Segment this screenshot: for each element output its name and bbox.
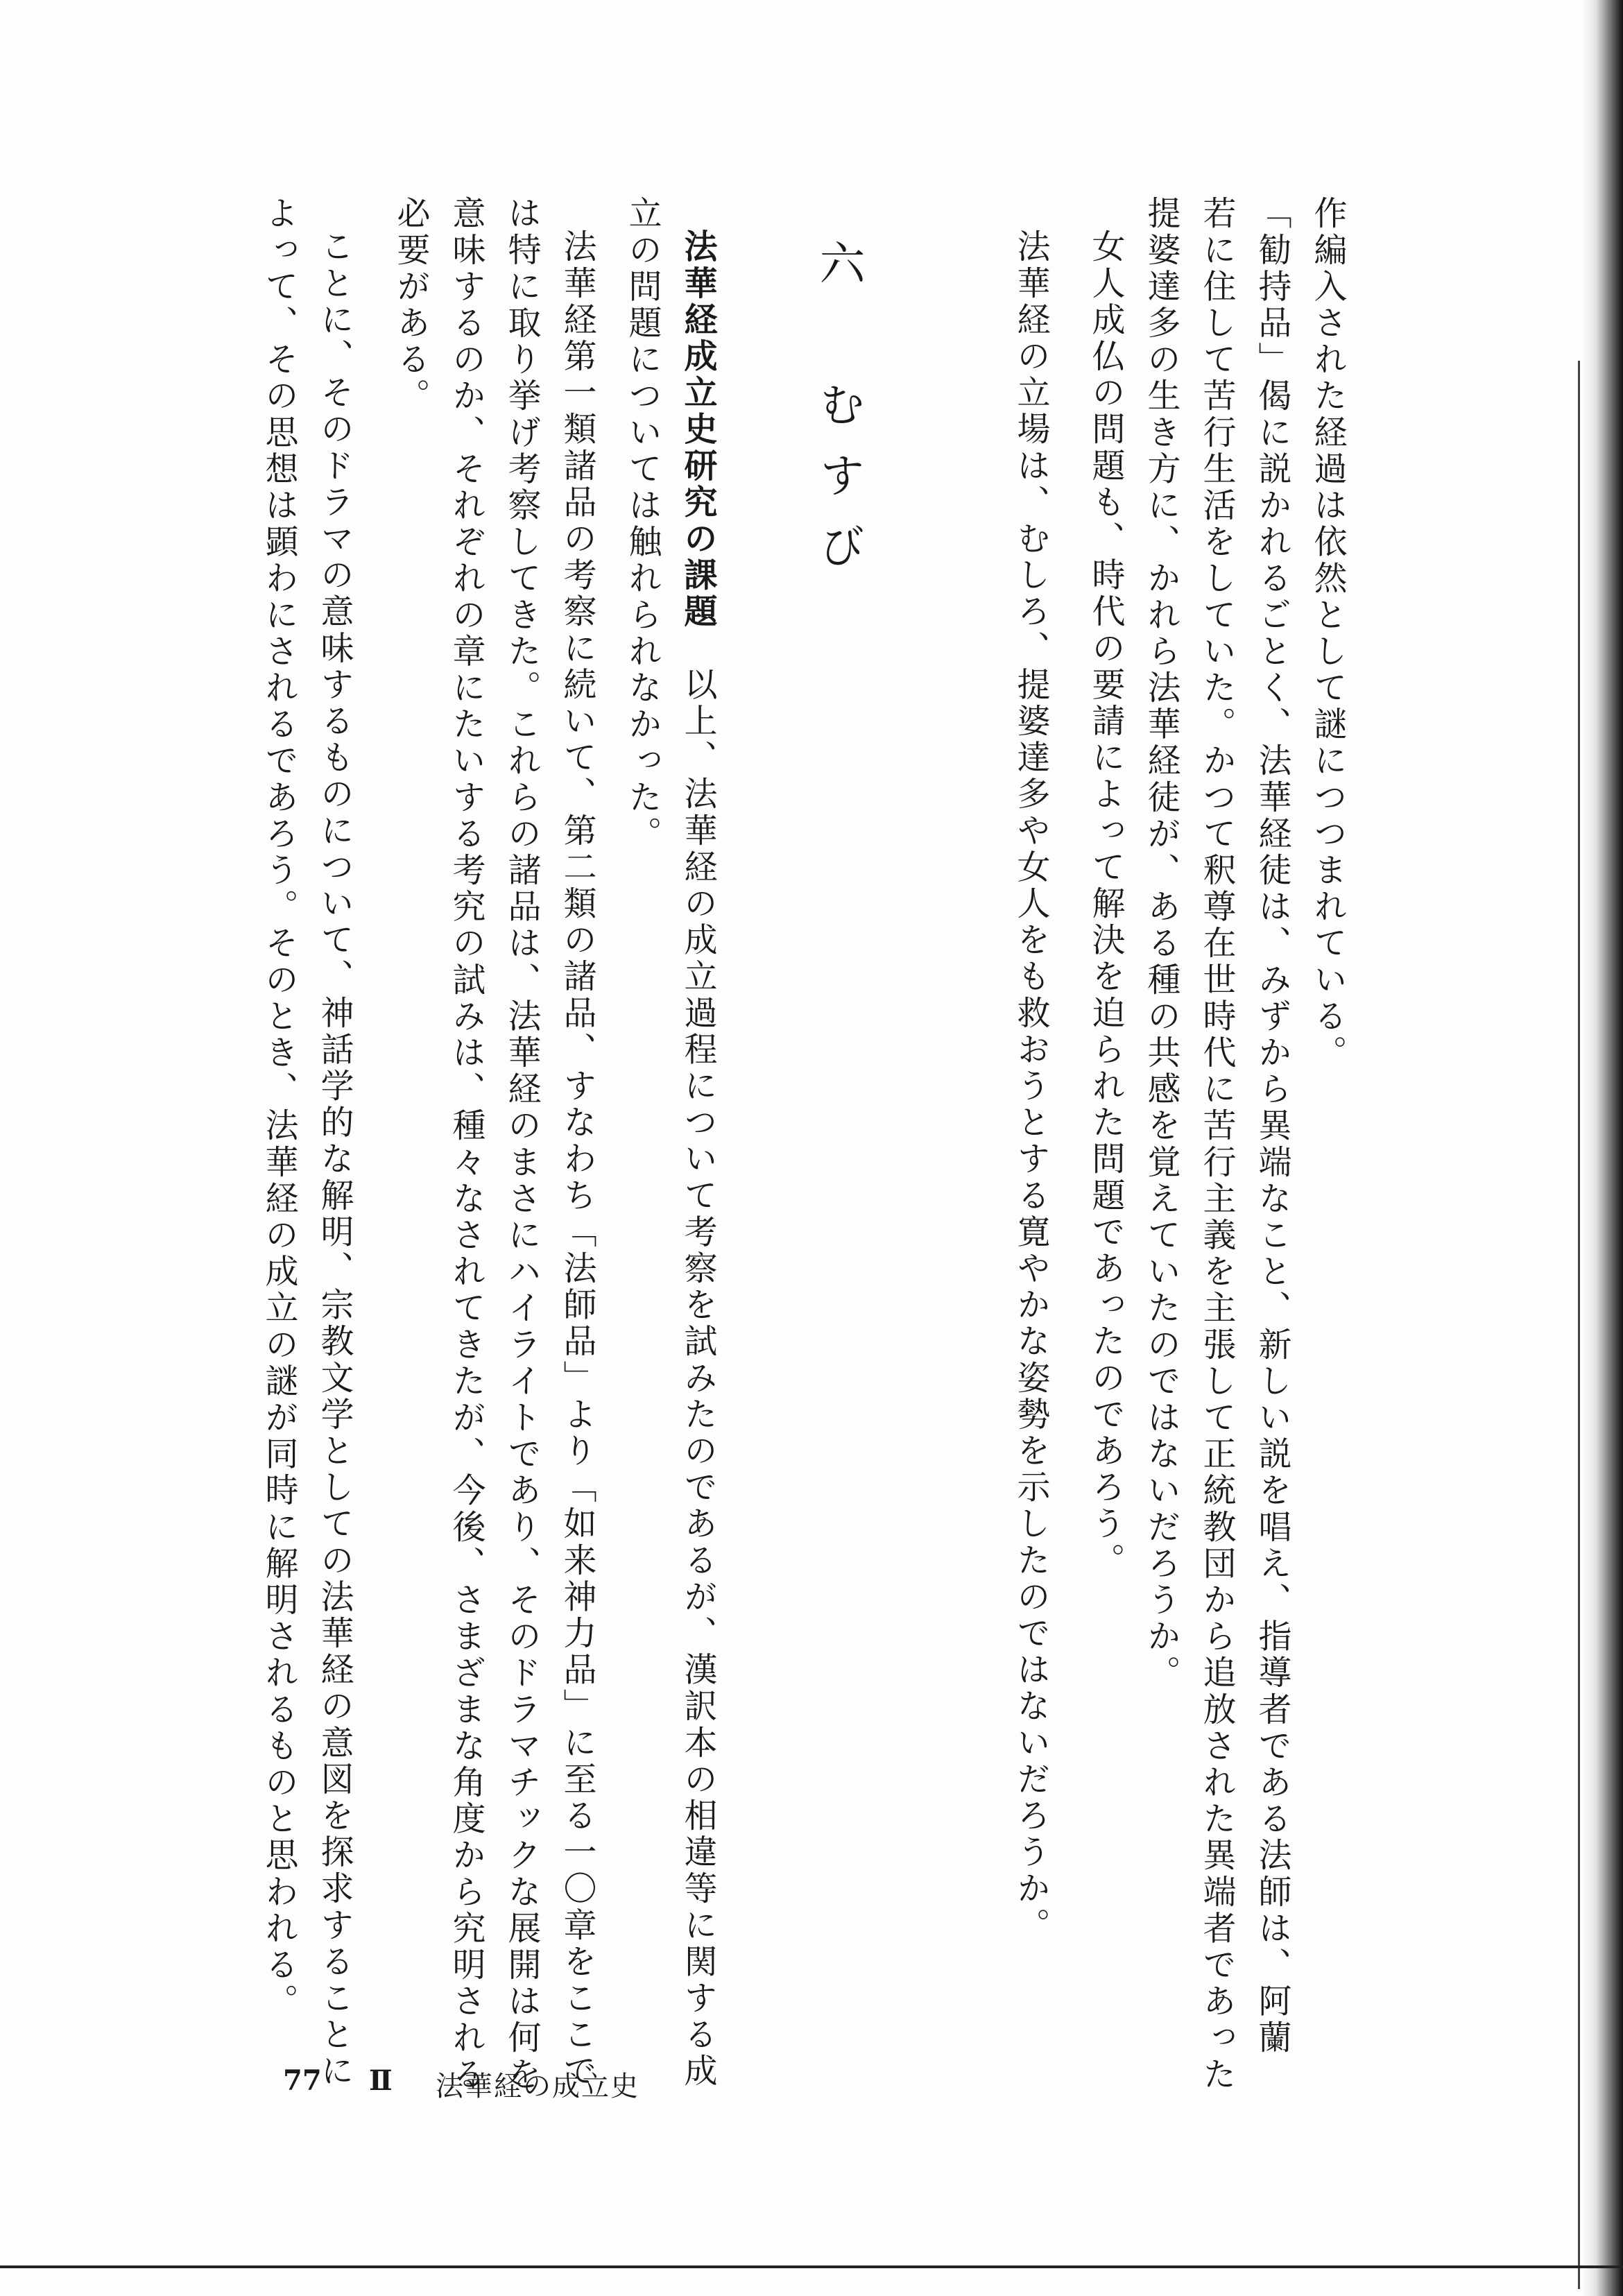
section-column-7: ことに、そのドラマの意味するものについて、神話学的な解明、宗教文学としての法華経の意図を探求することに xyxy=(315,229,354,2090)
binding-edge-shadow xyxy=(1581,0,1623,2296)
binding-edge-line xyxy=(1578,361,1580,2289)
part-number: Ⅱ xyxy=(369,2064,393,2097)
section-column-8: よって、その思想は顕わにされるであろう。そのとき、法華経の成立の謎が同時に解明されるものと思われる。 xyxy=(259,196,298,2020)
text-column-6: 法華経の立場は、むしろ、提婆達多や女人をも救おうとする寛やかな姿勢を示したのではないだろうか。 xyxy=(1011,229,1050,1944)
text-column-1: 作編入された経過は依然として謎につつまれている。 xyxy=(1308,196,1347,1072)
subheading-bold: 法華経成立史研究の課題 xyxy=(678,229,717,631)
section-column-3: 法華経第一類諸品の考察に続いて、第二類の諸品、すなわち「法師品」より「如来神力品」に至る一〇章をここで xyxy=(558,229,596,2090)
section-column-2: 立の問題については触れられなかった。 xyxy=(623,196,662,853)
section-column-6: 必要がある。 xyxy=(391,196,430,415)
page-number: 77 xyxy=(283,2064,322,2097)
text-column-2: 「勧持品」偈に説かれるごとく、法華経徒は、みずから異端なこと、新しい説を唱え、指導者である法師は、阿蘭 xyxy=(1253,196,1291,2057)
text-column-4: 提婆達多の生き方に、かれら法華経徒が、ある種の共感を覚えていたのではないだろうか。 xyxy=(1142,196,1180,1692)
text-column-5: 女人成仏の問題も、時代の要請によって解決を迫られた問題であったのであろう。 xyxy=(1086,229,1125,1579)
section-column-1-text: 以上、法華経の成立過程について考察を試みたのであるが、漢訳本の相違等に関する成 xyxy=(678,630,717,2090)
text-column-3: 若に住して苦行生活をしていた。かつて釈尊在世時代に苦行主義を主張して正統教団から追放された異端者であった xyxy=(1197,196,1236,2093)
section-column-1 xyxy=(678,229,717,2090)
section-column-4: は特に取り挙げ考察してきた。これらの諸品は、法華経のまさにハイライトであり、そのドラマチックな展開は何を xyxy=(502,196,541,2093)
section-heading: 六 むすび xyxy=(812,239,865,593)
section-column-5: 意味するのか、それぞれの章にたいする考究の試みは、種々なされてきたが、今後、さまざまな角度から究明される xyxy=(447,196,486,2093)
running-title: 法華経の成立史 xyxy=(436,2071,639,2102)
bottom-scan-edge xyxy=(0,2265,1623,2268)
